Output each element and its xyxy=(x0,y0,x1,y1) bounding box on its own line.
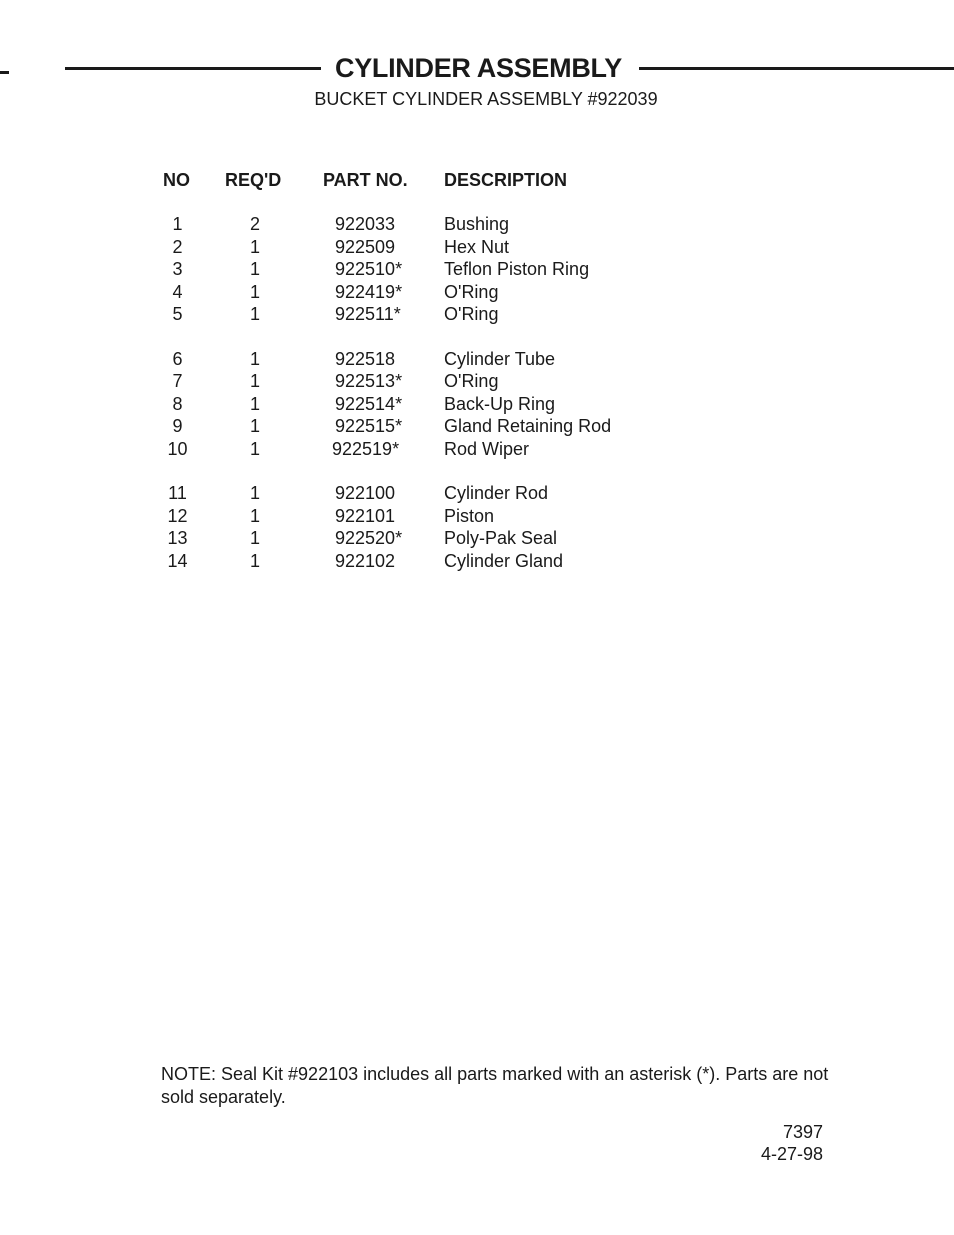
row-reqd: 1 xyxy=(249,304,260,324)
row-reqd: 1 xyxy=(249,505,260,526)
column-header-description: DESCRIPTION xyxy=(444,170,568,190)
row-description: Cylinder Tube xyxy=(444,348,556,369)
column-header-part-no: PART NO. xyxy=(323,170,408,190)
row-reqd: 1 xyxy=(249,348,260,369)
row-no: 6 xyxy=(172,348,183,369)
row-description: Gland Retaining Rod xyxy=(444,416,612,436)
column-header-no: NO xyxy=(163,170,190,190)
row-part-no: 922033 xyxy=(335,214,396,234)
row-description: Piston xyxy=(444,505,495,526)
row-no: 3 xyxy=(172,259,183,279)
row-description: Back-Up Ring xyxy=(444,393,556,414)
table-row xyxy=(0,415,954,438)
title-rule-left xyxy=(65,67,321,70)
table-row xyxy=(0,303,954,326)
table-row xyxy=(0,482,954,505)
row-no: 4 xyxy=(172,281,183,302)
row-part-no: 922513* xyxy=(335,371,403,391)
row-reqd: 1 xyxy=(249,393,260,414)
page-title: CYLINDER ASSEMBLY xyxy=(335,53,622,83)
row-reqd: 1 xyxy=(249,528,260,548)
document-number: 7397 xyxy=(782,1122,823,1142)
row-reqd: 1 xyxy=(249,236,260,257)
row-part-no: 922102 xyxy=(335,550,396,571)
table-row xyxy=(0,348,954,371)
title-rule-right xyxy=(639,67,954,70)
table-row xyxy=(0,527,954,550)
row-no: 2 xyxy=(172,236,183,257)
row-part-no: 922419* xyxy=(335,281,403,302)
table-row xyxy=(0,370,954,393)
row-part-no: 922509 xyxy=(335,236,396,257)
row-part-no: 922100 xyxy=(335,483,396,503)
table-row xyxy=(0,438,954,461)
row-description: Bushing xyxy=(444,214,510,234)
row-reqd: 1 xyxy=(249,438,260,459)
row-no: 12 xyxy=(167,505,188,526)
table-row xyxy=(0,393,954,416)
row-description: Cylinder Gland xyxy=(444,550,564,571)
table-row xyxy=(0,550,954,573)
row-part-no: 922514* xyxy=(335,393,403,414)
column-header-reqd: REQ'D xyxy=(225,170,282,190)
parts-table xyxy=(0,213,954,572)
row-description: Teflon Piston Ring xyxy=(444,259,590,279)
seal-kit-note: NOTE: Seal Kit #922103 includes all parts marked with an asterisk (*). Parts are not sold separately. xyxy=(161,1064,829,1107)
row-part-no: 922520* xyxy=(335,528,403,548)
row-reqd: 1 xyxy=(249,483,260,503)
row-part-no: 922518 xyxy=(335,348,396,369)
table-row xyxy=(0,236,954,259)
table-row xyxy=(0,281,954,304)
row-description: Cylinder Rod xyxy=(444,483,549,503)
row-description: O'Ring xyxy=(444,371,499,391)
document-meta xyxy=(761,1121,823,1165)
row-no: 10 xyxy=(167,438,188,459)
edge-mark xyxy=(0,71,9,74)
row-part-no: 922511* xyxy=(335,304,401,324)
row-description: Poly-Pak Seal xyxy=(444,528,558,548)
row-no: 1 xyxy=(172,214,183,234)
page-subtitle: BUCKET CYLINDER ASSEMBLY #922039 xyxy=(314,89,658,109)
table-row xyxy=(0,213,954,236)
row-no: 14 xyxy=(167,550,188,571)
table-row xyxy=(0,258,954,281)
row-part-no: 922510* xyxy=(335,259,403,279)
row-part-no: 922519* xyxy=(332,438,400,459)
row-reqd: 1 xyxy=(249,259,260,279)
document-date: 4-27-98 xyxy=(760,1144,823,1164)
row-description: Hex Nut xyxy=(444,236,510,257)
row-no: 5 xyxy=(172,304,183,324)
row-part-no: 922515* xyxy=(335,416,403,436)
row-reqd: 1 xyxy=(249,371,260,391)
row-no: 9 xyxy=(172,416,183,436)
table-row xyxy=(0,505,954,528)
row-no: 13 xyxy=(167,528,188,548)
row-description: O'Ring xyxy=(444,281,499,302)
row-part-no: 922101 xyxy=(335,505,396,526)
row-description: O'Ring xyxy=(444,304,499,324)
row-no: 11 xyxy=(168,483,187,503)
row-reqd: 2 xyxy=(249,214,260,234)
row-description: Rod Wiper xyxy=(444,438,530,459)
row-no: 8 xyxy=(172,393,183,414)
row-reqd: 1 xyxy=(249,416,260,436)
row-reqd: 1 xyxy=(249,281,260,302)
row-no: 7 xyxy=(172,371,183,391)
row-reqd: 1 xyxy=(249,550,260,571)
